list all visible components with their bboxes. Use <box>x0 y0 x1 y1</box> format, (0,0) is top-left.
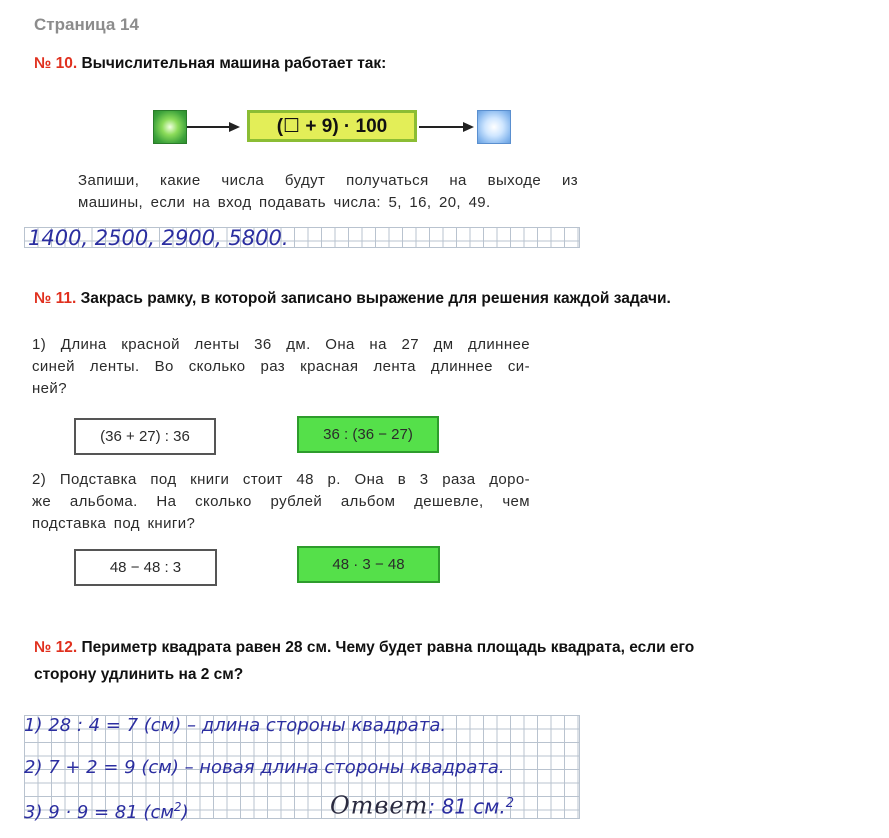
task-11-number: № 11. <box>34 290 77 307</box>
problem-2-line: 2) Подставка под книги стоит 48 р. Она в 3 раза доро- <box>32 471 530 488</box>
task-11-problem-2 <box>32 469 530 535</box>
solution-line-3-main: 3) 9 · 9 = 81 (см <box>24 802 174 823</box>
problem-1-line: ней? <box>32 380 67 397</box>
solution-line-3-close: ) <box>181 802 189 823</box>
task-12-heading <box>34 634 694 688</box>
task-11-heading-text: Закрась рамку, в которой записано выражение для решения каждой задачи. <box>80 290 671 307</box>
solution-line-2: 2) 7 + 2 = 9 (см) – новая длина стороны квадрата. <box>24 757 505 778</box>
problem-2-option-frame[interactable]: 48 − 48 : 3 <box>74 549 217 586</box>
problem-2-line: же альбома. На сколько рублей альбом дешевле, чем <box>32 493 530 510</box>
answer-sup: 2 <box>505 796 514 811</box>
machine-formula-box: (☐ + 9) · 100 <box>247 110 417 142</box>
task-12-heading-text: Периметр квадрата равен 28 см. Чему будет равна площадь квадрата, если его <box>81 639 695 656</box>
task-10-heading <box>34 50 386 77</box>
answer-word: Ответ <box>330 791 429 820</box>
problem-1-line: синей ленты. Во сколько раз красная лента длиннее си- <box>32 358 530 375</box>
machine-arrow-in-line <box>187 126 230 128</box>
task-10-text-line: Запиши, какие числа будут получаться на выходе из <box>78 172 578 189</box>
task-10-number: № 10. <box>34 55 78 72</box>
solution-line-3 <box>24 795 189 825</box>
machine-arrow-out-line <box>419 126 464 128</box>
task-10-heading-text: Вычислительная машина работает так: <box>81 55 387 72</box>
task-12-number: № 12. <box>34 639 78 656</box>
machine-arrow-out-head <box>463 122 474 132</box>
page-title: Страница 14 <box>34 15 139 34</box>
solution-line-3-sup: 2 <box>173 800 182 814</box>
task-12-heading-line-2: сторону удлинить на 2 см? <box>34 666 244 683</box>
task-11-heading <box>34 285 671 312</box>
answer-value: : 81 см. <box>428 794 506 819</box>
problem-2-option-frame-chosen[interactable]: 48 · 3 − 48 <box>297 546 440 583</box>
task-11-problem-1 <box>32 334 530 400</box>
problem-1-line: 1) Длина красной ленты 36 дм. Она на 27 дм длиннее <box>32 336 530 353</box>
problem-2-line: подставка под книги? <box>32 515 196 532</box>
task-10-text-line: машины, если на вход подавать числа: 5, 16, 20, 49. <box>78 194 491 211</box>
machine-arrow-in-head <box>229 122 240 132</box>
problem-1-option-frame-chosen[interactable]: 36 : (36 − 27) <box>297 416 439 453</box>
problem-1-option-frame[interactable]: (36 + 27) : 36 <box>74 418 216 455</box>
solution-line-1: 1) 28 : 4 = 7 (см) – длина стороны квадрата. <box>24 715 447 736</box>
task-10-answer: 1400, 2500, 2900, 5800. <box>28 226 289 250</box>
task-12-heading-line-1 <box>34 634 694 661</box>
machine-output-square <box>477 110 511 144</box>
task-10-text <box>78 170 578 214</box>
solution-answer <box>330 789 514 824</box>
machine-input-square <box>153 110 187 144</box>
